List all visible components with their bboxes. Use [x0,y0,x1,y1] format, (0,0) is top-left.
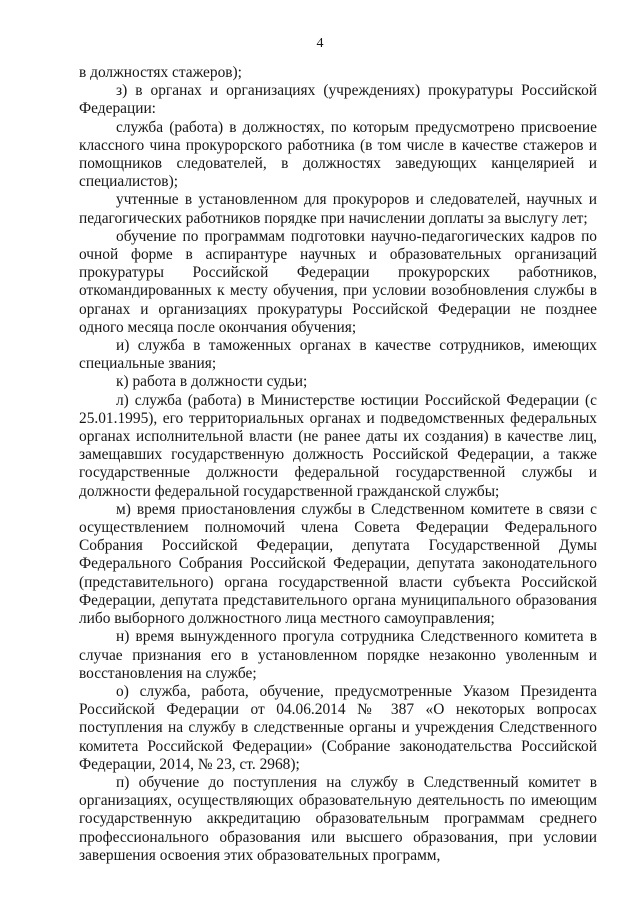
paragraph-n-progul: н) время вынужденного прогула сотрудника Следственного комитета в случае признания его в установленном порядке незаконно уволенным и восстановления на службе; [79,628,597,682]
paragraph-m-priostanovlenie: м) время приостановления службы в Следственном комитете в связи с осуществлением полномочий члена Совета Федерации Федерального Собрания Российской Федерации, депутата Государственной Думы Федерального Собрания Российской Федерации, депутата законодательного (представительного) органа государственной власти субъекта Российской Федерации, депутата представительного органа муниципального образования либо выборного должностного лица местного самоуправления; [79,500,597,628]
page-number: 4 [316,36,324,51]
paragraph-i-tamozhnya: и) служба в таможенных органах в качестве сотрудников, имеющих специальные звания; [79,337,597,373]
paragraph-o-ukaz: о) служба, работа, обучение, предусмотренные Указом Президента Российской Федерации от 04.06.2014 № 387 «О некоторых вопросах поступления на службу в следственные органы и учреждения Следственного комитета Российской Федерации» (Собрание законодательства Российской Федерации, 2014, № 23, ст. 2968); [79,682,597,773]
paragraph-klassnyi-chin: служба (работа) в должностях, по которым предусмотрено присвоение классного чина прокурорского работника (в том числе в качестве стажеров и помощников следователей, в должностях заведующих канцелярией и специалистов); [79,118,597,191]
paragraph-k-sudya: к) работа в должности судьи; [116,373,308,391]
document-body [79,64,597,865]
paragraph-stazherov: в должностях стажеров); [79,64,242,81]
paragraph-vyslugi-let: учтенные в установленном для прокуроров и следователей, научных и педагогических работников порядке при начислении доплаты за выслугу лет; [79,191,597,227]
paragraph-p-obuchenie: п) обучение до поступления на службу в Следственный комитет в организациях, осуществляющих образовательную деятельность по имеющим государственную аккредитацию образовательным программам среднего профессионального образования или высшего образования, при условии завершения освоения этих образовательных программ, [79,773,597,864]
paragraph-aspirantura: обучение по программам подготовки научно-педагогических кадров по очной форме в аспирантуре научных и образовательных организаций прокуратуры Российской Федерации прокурорских работников, откомандированных к месту обучения, при условии возобновления службы в органах и организациях прокуратуры Российской Федерации не позднее одного месяца после окончания обучения; [79,227,597,336]
paragraph-l-minyust: л) служба (работа) в Министерстве юстиции Российской Федерации (с 25.01.1995), его территориальных органах и подведомственных федеральных органах исполнительной власти (не ранее даты их создания) в качестве лиц, замещавших государственную должность Российской Федерации, а также государственные должности федеральной государственной службы и должности федеральной государственной гражданской службы; [79,391,597,500]
paragraph-z-prokuratura: з) в органах и организациях (учреждениях) прокуратуры Российской Федерации: [79,82,597,118]
